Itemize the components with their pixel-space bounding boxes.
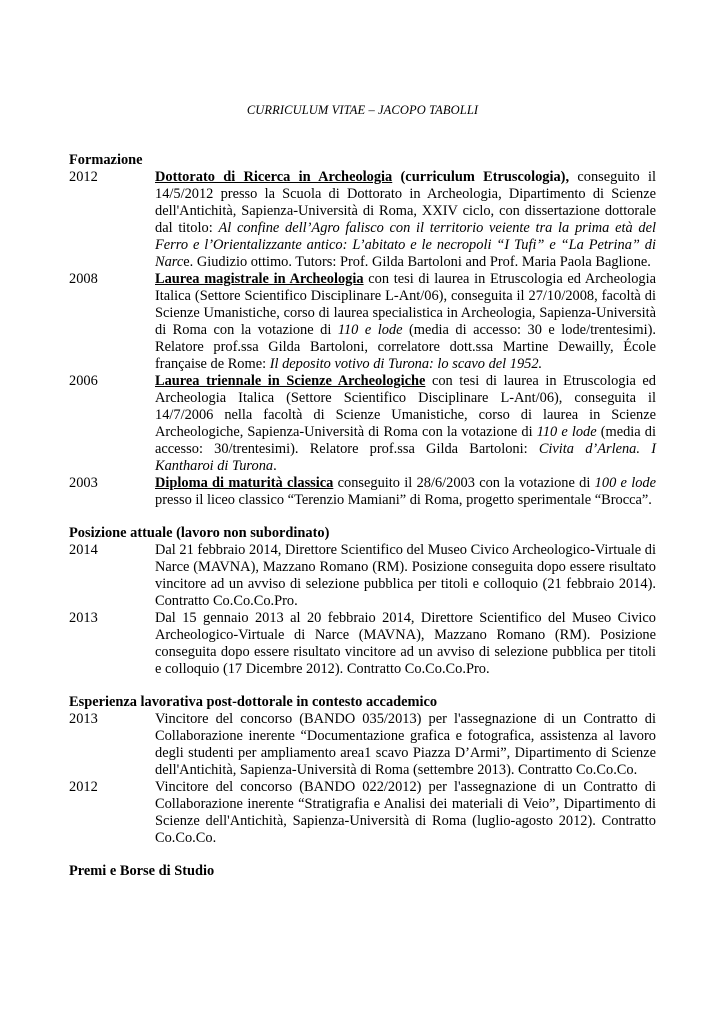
- entry-description: [155, 475, 656, 509]
- entry-text: Dal 21 febbraio 2014, Direttore Scientifico del Museo Civico Archeologico-Virtuale di Narce (MAVNA), Mazzano Romano (RM). Posizione conseguita dopo essere risultato vincitore ad un avviso di selezione pubblica per titoli e colloquio (21 febbraio 2014). Contratto Co.Co.Co.Pro.: [155, 542, 656, 609]
- entry-text: 110 e lode: [337, 322, 403, 338]
- section-title: Esperienza lavorativa post-dottorale in contesto accademico: [69, 694, 438, 710]
- entry-text: 100 e lode: [594, 475, 656, 491]
- section-title: Posizione attuale (lavoro non subordinato): [69, 525, 330, 541]
- cv-entry: [69, 169, 656, 271]
- entry-text: Civita d’Arlena. I Kantharoi di Turona: [155, 441, 656, 474]
- entry-text: con tesi di laurea in Etruscologia ed Archeologia Italica (Settore Scientifico Disciplinare L-Ant/06), conseguita il 14/7/2006 nella facoltà di Scienze Umanistiche, corso di laurea in Scienze Archeologiche, Sapienza-Università di Roma con la votazione di: [155, 373, 657, 440]
- entry-year: 2012: [69, 779, 98, 795]
- entry-heading: Dottorato di Ricerca in Archeologia: [155, 169, 393, 185]
- cv-entry: [69, 711, 656, 779]
- entry-year: 2012: [69, 169, 98, 185]
- entry-text: Il deposito votivo di Turona: lo scavo del 1952.: [269, 356, 543, 372]
- entry-text: (media di accesso: 30/trentesimi). Relatore prof.ssa Gilda Bartoloni:: [155, 424, 656, 457]
- cv-content: [69, 152, 656, 896]
- entry-text: presso il liceo classico “Terenzio Mamiani” di Roma, progetto sperimentale “Brocca”.: [155, 492, 652, 508]
- cv-entry: [69, 779, 656, 847]
- cv-entry: [69, 542, 656, 610]
- entry-text: Al confine dell’Agro falisco con il territorio veiente tra la prima età del Ferro e l’Orientalizzante antico: L’abitato e le necropoli “I Tufi” e “La Petrina” di Narc: [155, 220, 656, 270]
- entry-heading: Laurea triennale in Scienze Archeologiche: [155, 373, 426, 389]
- cv-section: [69, 152, 656, 509]
- entry-year: 2013: [69, 711, 98, 727]
- entry-description: [155, 610, 656, 678]
- entry-text: Vincitore del concorso (BANDO 035/2013) per l'assegnazione di un Contratto di Collaborazione inerente “Documentazione grafica e fotografica, assistenza al lavoro degli studenti per ampliamento area1 scavo Piazza D’Armi”, Dipartimento di Scienze dell'Antichità, Sapienza-Università di Roma (settembre 2013). Contratto Co.Co.Co.: [155, 711, 656, 778]
- section-title: Premi e Borse di Studio: [69, 863, 215, 879]
- entry-description: [155, 373, 656, 475]
- entry-text: e. Giudizio ottimo. Tutors: Prof. Gilda Bartoloni and Prof. Maria Paola Baglione.: [183, 254, 651, 270]
- cv-entry: [69, 373, 656, 475]
- entry-text: (media di accesso: 30 e lode/trentesimi). Relatore prof.ssa Gilda Bartoloni, correlatore dott.ssa Martine Dewailly, École française de Rome:: [155, 322, 657, 372]
- page-title: CURRICULUM VITAE – JACOPO TABOLLI: [246, 103, 479, 117]
- entry-text: 110 e lode: [536, 424, 597, 440]
- entry-description: [155, 542, 656, 610]
- cv-entry: [69, 271, 656, 373]
- cv-section: [69, 863, 656, 880]
- entry-year: 2013: [69, 610, 98, 626]
- entry-text: Dal 15 gennaio 2013 al 20 febbraio 2014, Direttore Scientifico del Museo Civico Archeologico-Virtuale di Narce (MAVNA), Mazzano Romano (RM). Posizione conseguita dopo essere risultato vincitore ad un avviso di selezione pubblica per titoli e colloquio (17 Dicembre 2012). Contratto Co.Co.Co.Pro.: [155, 610, 656, 677]
- entry-text: .: [273, 458, 277, 474]
- entry-heading: Laurea magistrale in Archeologia: [155, 271, 364, 287]
- entry-year: 2008: [69, 271, 98, 287]
- cv-section: [69, 694, 656, 847]
- cv-entry: [69, 475, 656, 509]
- entry-text: conseguito il 28/6/2003 con la votazione di: [333, 475, 595, 491]
- entry-description: [155, 169, 656, 271]
- cv-entry: [69, 610, 656, 678]
- entry-text: (curriculum Etruscologia),: [392, 169, 570, 185]
- entry-description: [155, 779, 656, 847]
- entry-heading: Diploma di maturità classica: [155, 475, 334, 491]
- entry-text: conseguito il 14/5/2012 presso la Scuola di Dottorato in Archeologia, Dipartimento di Scienze dell'Antichità, Sapienza-Università di Roma, XXIV ciclo, con dissertazione dottorale dal titolo:: [155, 169, 656, 236]
- entry-year: 2014: [69, 542, 98, 558]
- cv-section: [69, 525, 656, 678]
- section-title: Formazione: [69, 152, 143, 168]
- entry-description: [155, 271, 656, 373]
- entry-text: con tesi di laurea in Etruscologia ed Archeologia Italica (Settore Scientifico Disciplinare L-Ant/06), conseguita il 27/10/2008, facoltà di Scienze Umanistiche, corso di laurea specialistica in Archeologia, Sapienza-Università di Roma con la votazione di: [155, 271, 656, 338]
- entry-year: 2006: [69, 373, 98, 389]
- entry-text: Vincitore del concorso (BANDO 022/2012) per l'assegnazione di un Contratto di Collaborazione inerente “Stratigrafia e Analisi dei materiali di Veio”, Dipartimento di Scienze dell'Antichità, Sapienza-Università di Roma (luglio-agosto 2012). Contratto Co.Co.Co.: [155, 779, 656, 846]
- entry-year: 2003: [69, 475, 98, 491]
- entry-description: [155, 711, 656, 779]
